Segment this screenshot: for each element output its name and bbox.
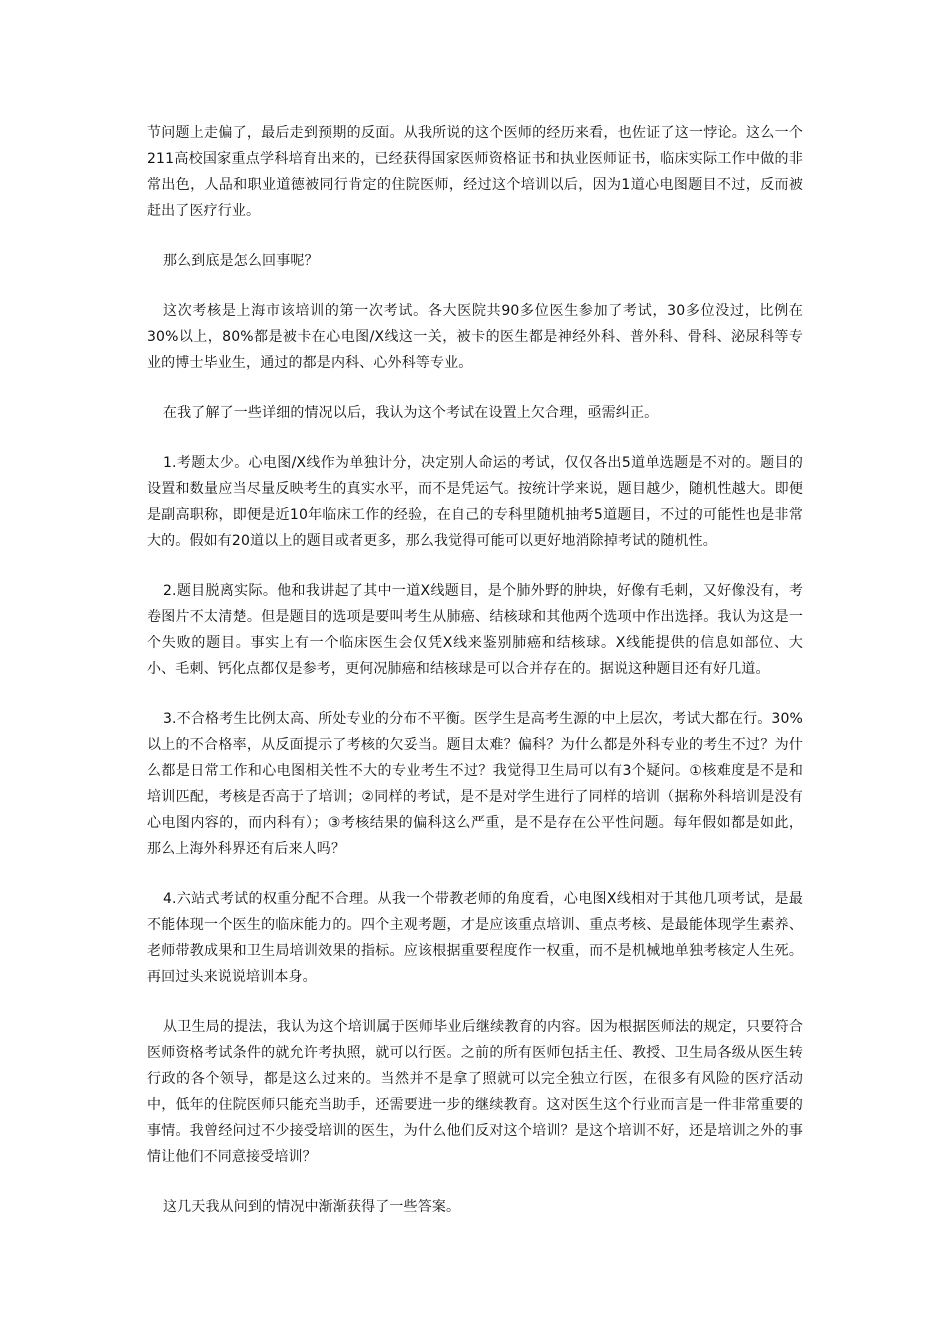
- paragraph-8: 4.六站式考试的权重分配不合理。从我一个带教老师的角度看，心电图X线相对于其他几项考试，是最不能体现一个医生的临床能力的。四个主观考题，才是应该重点培训、重点考核、是最能体现学生素养、老师带教成果和卫生局培训效果的指标。应该根据重要程度作一权重，而不是机械地单独考核定人生死。再回过头来说说培训本身。: [147, 891, 803, 985]
- paragraph-4: 在我了解了一些详细的情况以后，我认为这个考试在设置上欠合理，亟需纠正。: [163, 405, 659, 421]
- document-body: [147, 120, 803, 1244]
- paragraph-9: 从卫生局的提法，我认为这个培训属于医师毕业后继续教育的内容。因为根据医师法的规定，只要符合医师资格考试条件的就允许考执照，就可以行医。之前的所有医师包括主任、教授、卫生局各级从医生转行政的各个领导，都是这么过来的。当然并不是拿了照就可以完全独立行医，在很多有风险的医疗活动中，低年的住院医师只能充当助手，还需要进一步的继续教育。这对医生这个行业而言是一件非常重要的事情。我曾经问过不少接受培训的医生，为什么他们反对这个培训？是这个培训不好，还是培训之外的事情让他们不同意接受培训？: [147, 1019, 803, 1165]
- paragraph-6: 2.题目脱离实际。他和我讲起了其中一道X线题目，是个肺外野的肿块，好像有毛刺，又好像没有，考卷图片不太清楚。但是题目的选项是要叫考生从肺癌、结核球和其他两个选项中作出选择。我认为这是一个失败的题目。事实上有一个临床医生会仅凭X线来鉴别肺癌和结核球。X线能提供的信息如部位、大小、毛刺、钙化点都仅是参考，更何况肺癌和结核球是可以合并存在的。据说这种题目还有好几道。: [147, 583, 803, 677]
- paragraph-7: 3.不合格考生比例太高、所处专业的分布不平衡。医学生是高考生源的中上层次，考试大都在行。30%以上的不合格率，从反面提示了考核的欠妥当。题目太难？偏科？为什么都是外科专业的考生不过？为什么都是日常工作和心电图相关性不大的专业考生不过？我觉得卫生局可以有3个疑问。①核难度是不是和培训匹配，考核是否高于了培训；②同样的考试，是不是对学生进行了同样的培训（据称外科培训是没有心电图内容的，而内科有）；③考核结果的偏科这么严重，是不是存在公平性问题。每年假如都是如此，那么上海外科界还有后来人吗？: [147, 711, 803, 857]
- paragraph-1: 节问题上走偏了，最后走到预期的反面。从我所说的这个医师的经历来看，也佐证了这一悖论。这么一个211高校国家重点学科培育出来的，已经获得国家医师资格证书和执业医师证书，临床实际工作中做的非常出色，人品和职业道德被同行肯定的住院医师，经过这个培训以后，因为1道心电图题目不过，反而被赶出了医疗行业。: [147, 125, 803, 219]
- paragraph-10: 这几天我从问到的情况中渐渐获得了一些答案。: [163, 1199, 461, 1215]
- paragraph-3: 这次考核是上海市该培训的第一次考试。各大医院共90多位医生参加了考试，30多位没过，比例在30%以上，80%都是被卡在心电图/X线这一关，被卡的医生都是神经外科、普外科、骨科、泌尿科等专业的博士毕业生，通过的都是内科、心外科等专业。: [147, 303, 803, 371]
- paragraph-2: 那么到底是怎么回事呢？: [163, 253, 319, 269]
- paragraph-5: 1.考题太少。心电图/X线作为单独计分，决定别人命运的考试，仅仅各出5道单选题是不对的。题目的设置和数量应当尽量反映考生的真实水平，而不是凭运气。按统计学来说，题目越少，随机性越大。即便是副高职称，即便是近10年临床工作的经验，在自己的专科里随机抽考5道题目，不过的可能性也是非常大的。假如有20道以上的题目或者更多，那么我觉得可能可以更好地消除掉考试的随机性。: [147, 455, 803, 549]
